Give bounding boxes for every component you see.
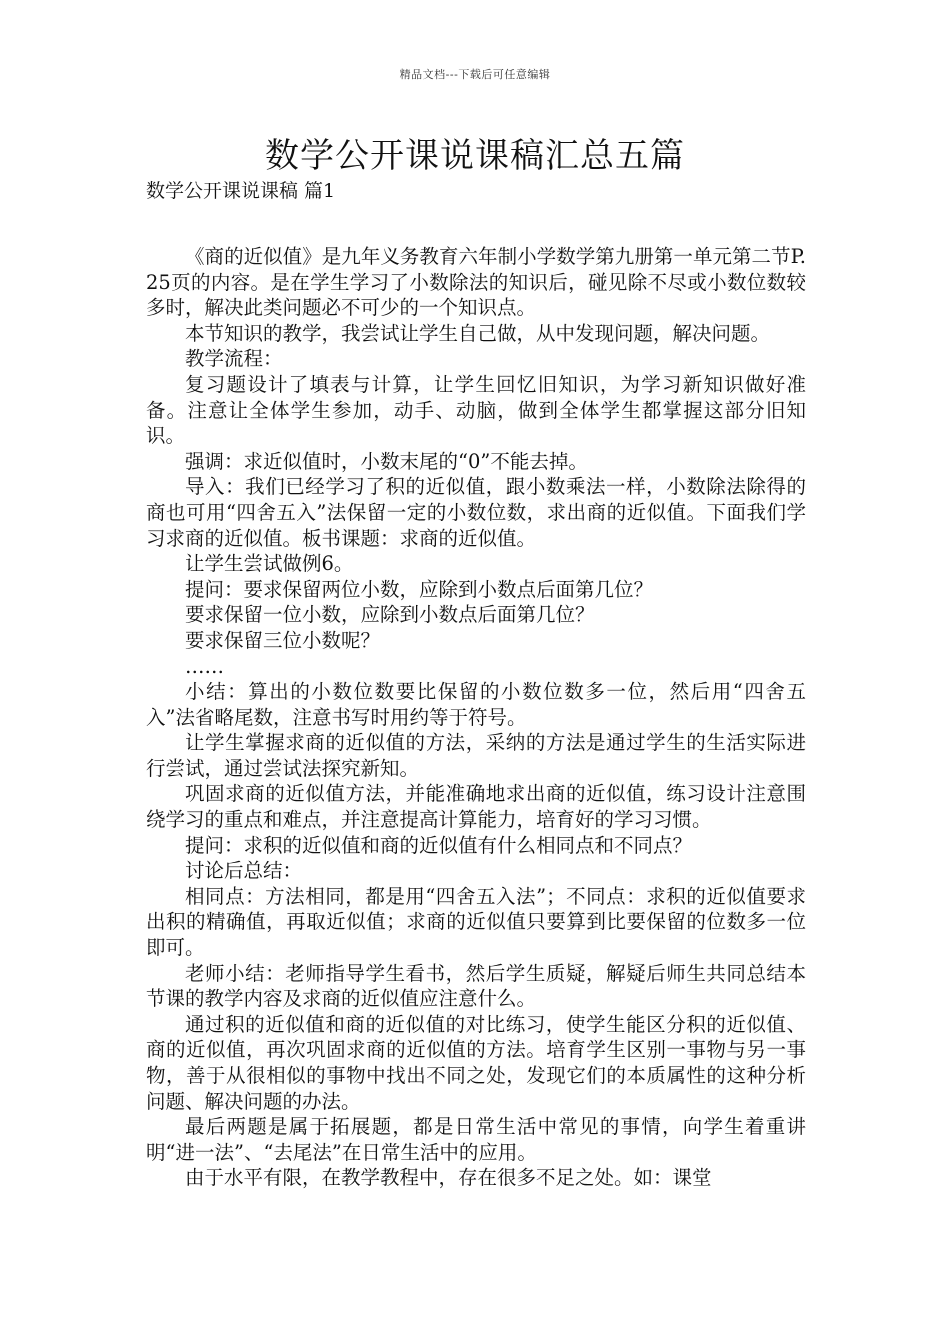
paragraph: 让学生尝试做例6。 xyxy=(185,552,354,576)
header-note: 精品文档---下载后可任意编辑 xyxy=(399,68,551,81)
paragraph: 要求保留一位小数，应除到小数点后面第几位？ xyxy=(185,603,595,627)
paragraph: 老师小结：老师指导学生看书，然后学生质疑，解疑后师生共同总结本节课的教学内容及求商的近似值应注意什么。 xyxy=(146,961,806,1011)
paragraph: 提问：求积的近似值和商的近似值有什么相同点和不同点？ xyxy=(185,833,693,857)
document-body xyxy=(146,244,806,1191)
paragraph: 讨论后总结： xyxy=(185,859,303,883)
paragraph: 巩固求商的近似值方法，并能准确地求出商的近似值，练习设计注意围绕学习的重点和难点，并注意提高计算能力，培育好的学习习惯。 xyxy=(146,782,806,832)
paragraph: 相同点：方法相同，都是用“四舍五入法”；不同点：求积的近似值要求出积的精确值，再取近似值；求商的近似值只要算到比要保留的位数多一位即可。 xyxy=(146,884,806,960)
paragraph: 最后两题是属于拓展题，都是日常生活中常见的事情，向学生着重讲明“进一法”、“去尾法”在日常生活中的应用。 xyxy=(146,1115,806,1164)
paragraph: 让学生掌握求商的近似值的方法，采纳的方法是通过学生的生活实际进行尝试，通过尝试法探究新知。 xyxy=(146,731,806,780)
paragraph: 提问：要求保留两位小数，应除到小数点后面第几位？ xyxy=(185,577,654,601)
paragraph: 通过积的近似值和商的近似值的对比练习，使学生能区分积的近似值、商的近似值，再次巩固求商的近似值的方法。培育学生区别一事物与另一事物，善于从很相似的事物中找出不同之处，发现它们的本质属性的这种分析问题、解决问题的办法。 xyxy=(146,1012,806,1113)
section-title: 数学公开课说课稿 篇1 xyxy=(146,180,336,202)
paragraph: 教学流程： xyxy=(185,347,283,371)
paragraph: 小结：算出的小数位数要比保留的小数位数多一位，然后用“四舍五入”法省略尾数，注意书写时用约等于符号。 xyxy=(146,680,806,729)
paragraph: 导入：我们已经学习了积的近似值，跟小数乘法一样，小数除法除得的商也可用“四舍五入”法保留一定的小数位数，求出商的近似值。下面我们学习求商的近似值。板书课题：求商的近似值。 xyxy=(146,475,806,550)
paragraph: …… xyxy=(185,654,224,678)
paragraph: 《商的近似值》是九年义务教育六年制小学数学第九册第一单元第二节P.25页的内容。是在学生学习了小数除法的知识后，碰见除不尽或小数位数较多时，解决此类问题必不可少的一个知识点。 xyxy=(146,245,806,320)
paragraph: 强调：求近似值时，小数末尾的“0”不能去掉。 xyxy=(185,449,588,473)
paragraph: 复习题设计了填表与计算，让学生回忆旧知识，为学习新知识做好准备。注意让全体学生参加，动手、动脑，做到全体学生都掌握这部分旧知识。 xyxy=(146,372,806,448)
paragraph: 由于水平有限，在教学教程中，存在很多不足之处。如：课堂 xyxy=(185,1166,712,1190)
document-title: 数学公开课说课稿汇总五篇 xyxy=(265,136,685,176)
paragraph: 本节知识的教学，我尝试让学生自己做，从中发现问题，解决问题。 xyxy=(185,321,771,345)
paragraph: 要求保留三位小数呢？ xyxy=(185,628,381,652)
